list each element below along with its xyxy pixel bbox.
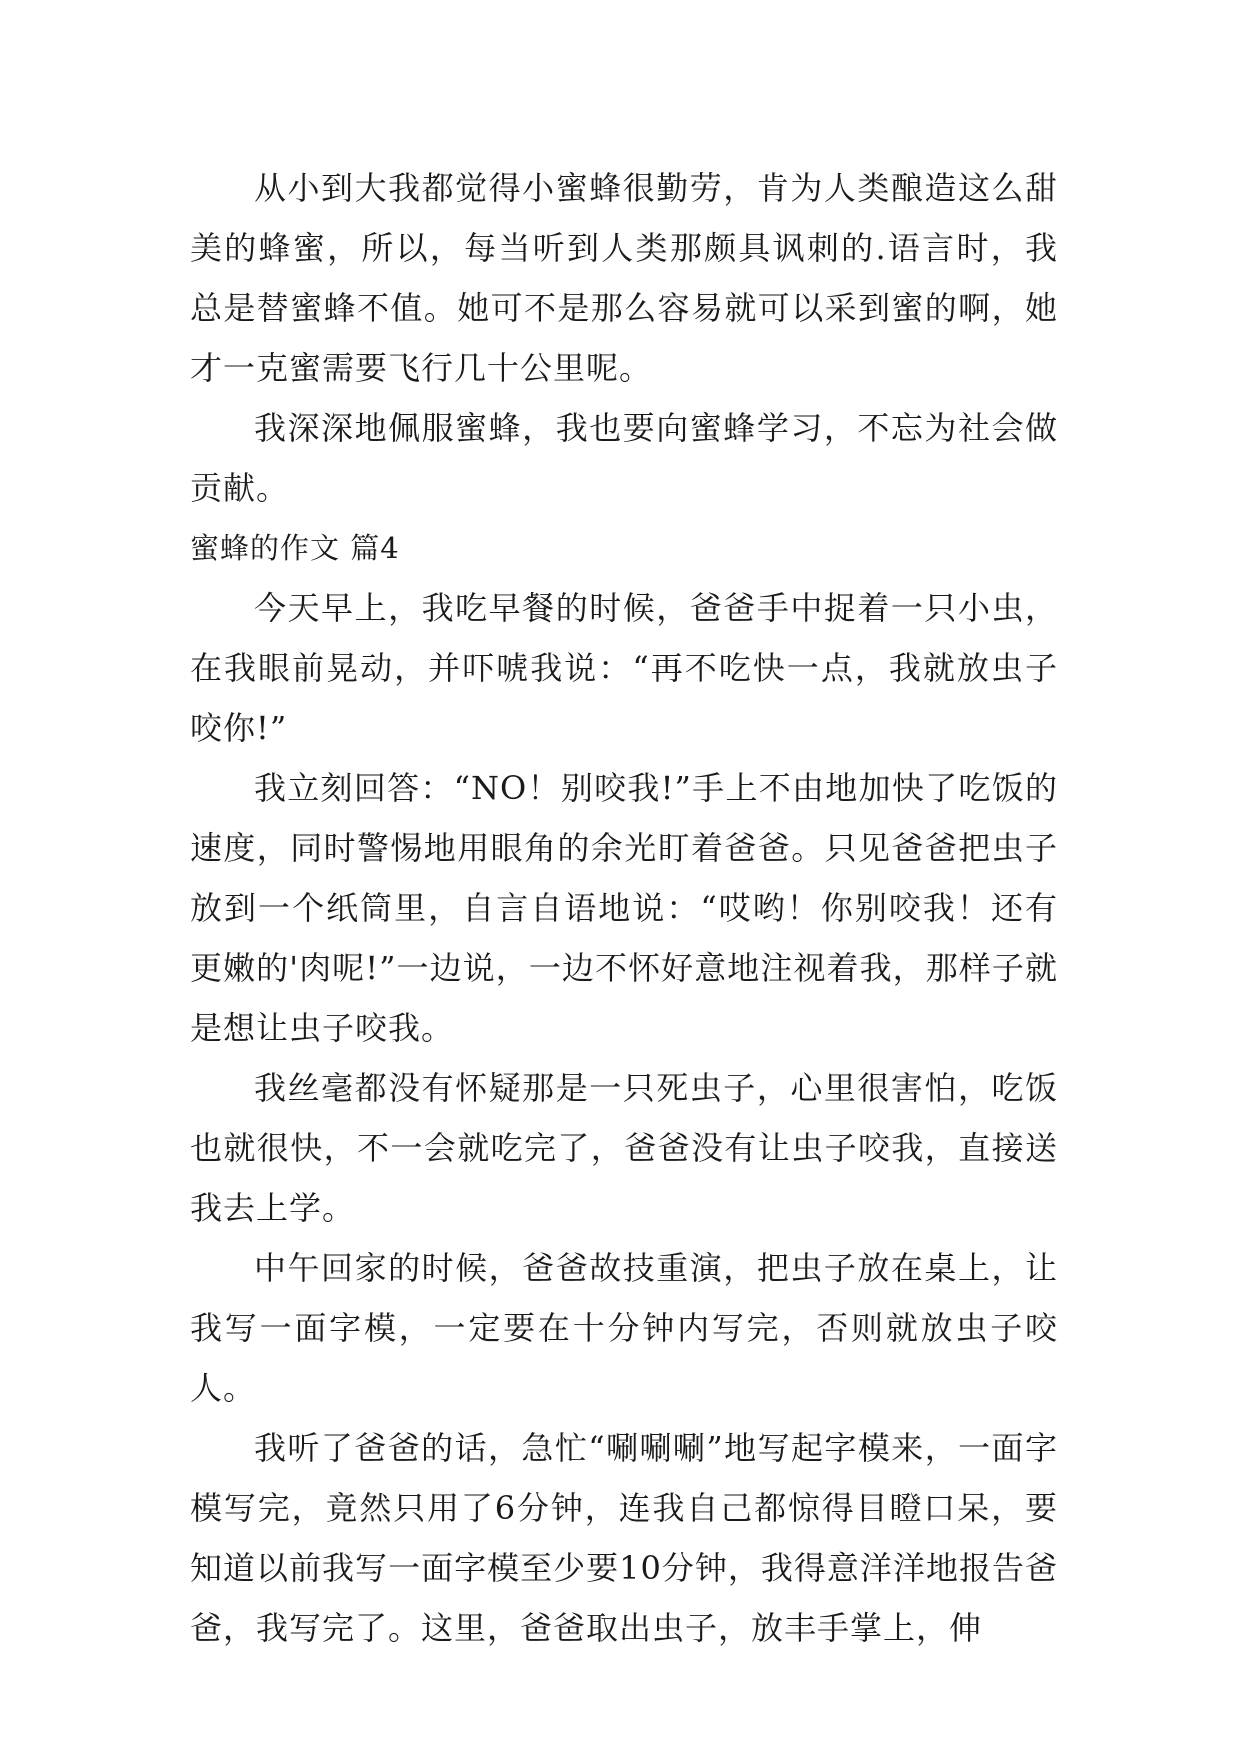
paragraph: 从小到大我都觉得小蜜蜂很勤劳，肯为人类酿造这么甜美的蜂蜜，所以，每当听到人类那颇具讽刺的.语言时，我总是替蜜蜂不值。她可不是那么容易就可以采到蜜的啊，她才一克蜜需要飞行几十公里呢。 (190, 169, 1058, 387)
paragraph: 我立刻回答：“NO！别咬我!”手上不由地加快了吃饭的速度，同时警惕地用眼角的余光盯着爸爸。只见爸爸把虫子放到一个纸筒里，自言自语地说：“哎哟！你别咬我！还有更嫩的'肉呢!”一边说，一边不怀好意地注视着我，那样子就是想让虫子咬我。 (190, 769, 1058, 1047)
paragraph: 我听了爸爸的话，急忙“唰唰唰”地写起字模来，一面字模写完，竟然只用了6分钟，连我自己都惊得目瞪口呆，要知道以前我写一面字模至少要10分钟，我得意洋洋地报告爸爸，我写完了。这里，爸爸取出虫子，放丰手掌上，伸 (190, 1429, 1058, 1647)
paragraph: 中午回家的时候，爸爸故技重演，把虫子放在桌上，让我写一面字模，一定要在十分钟内写完，否则就放虫子咬人。 (190, 1249, 1058, 1407)
section-title: 蜜蜂的作文 篇4 (190, 531, 400, 565)
document-body (190, 158, 1058, 1658)
paragraph: 我丝毫都没有怀疑那是一只死虫子，心里很害怕，吃饭也就很快，不一会就吃完了，爸爸没有让虫子咬我，直接送我去上学。 (190, 1069, 1058, 1227)
paragraph: 我深深地佩服蜜蜂，我也要向蜜蜂学习，不忘为社会做贡献。 (190, 409, 1058, 507)
paragraph: 今天早上，我吃早餐的时候，爸爸手中捉着一只小虫，在我眼前晃动，并吓唬我说：“再不吃快一点，我就放虫子咬你!” (190, 589, 1058, 747)
